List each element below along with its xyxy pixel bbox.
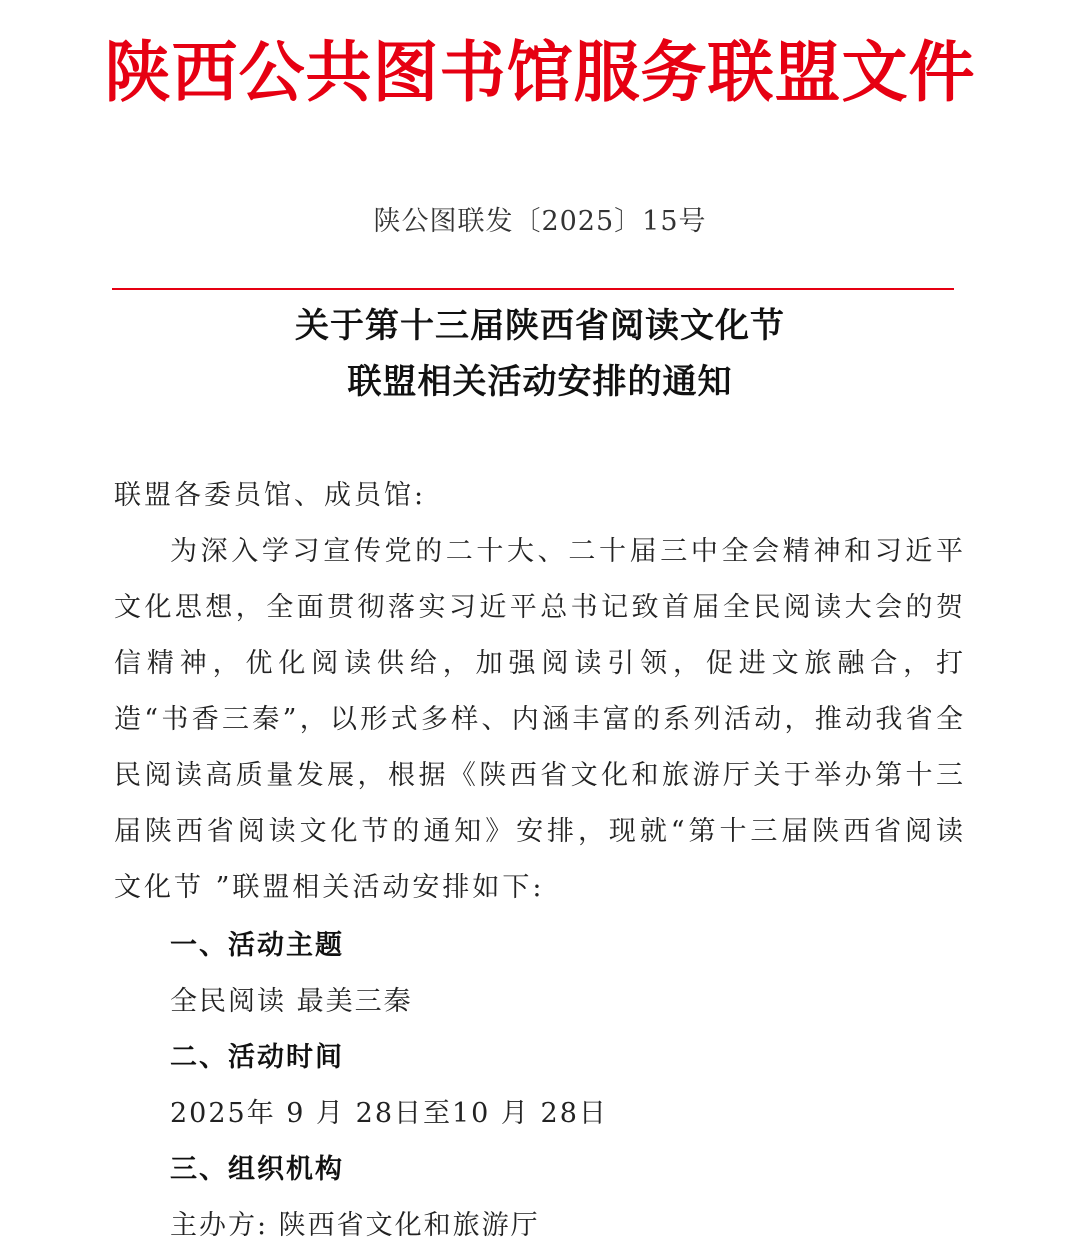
masthead-title: 陕西公共图书馆服务联盟文件 xyxy=(104,34,976,111)
notice-title-line-1: 关于第十三届陕西省阅读文化节 xyxy=(295,306,785,346)
section-heading-theme: 一、活动主题 xyxy=(170,930,344,961)
section-text-time: 2025年 9 月 28日至10 月 28日 xyxy=(170,1098,608,1129)
salutation: 联盟各委员馆、成员馆: xyxy=(114,480,427,511)
red-divider-line xyxy=(112,288,954,290)
document-number: 陕公图联发〔2025〕15号 xyxy=(373,206,707,237)
section-heading-time: 二、活动时间 xyxy=(170,1042,344,1073)
intro-paragraph: 为深入学习宣传党的二十大、二十届三中全会精神和习近平文化思想，全面贯彻落实习近平总书记致首届全民阅读大会的贺信精神，优化阅读供给，加强阅读引领，促进文旅融合，打造“书香三秦”，以形式多样、内涵丰富的系列活动，推动我省全民阅读高质量发展，根据《陕西省文化和旅游厅关于举办第十三届陕西省阅读文化节的通知》安排，现就“第十三届陕西省阅读文化节 ”联盟相关活动安排如下: xyxy=(114,536,966,903)
notice-title xyxy=(0,298,1080,410)
section-heading-organization: 三、组织机构 xyxy=(170,1154,344,1185)
section-text-theme: 全民阅读 最美三秦 xyxy=(170,986,413,1017)
notice-title-line-2: 联盟相关活动安排的通知 xyxy=(347,362,733,402)
section-text-organization: 主办方: 陕西省文化和旅游厅 xyxy=(170,1210,540,1241)
